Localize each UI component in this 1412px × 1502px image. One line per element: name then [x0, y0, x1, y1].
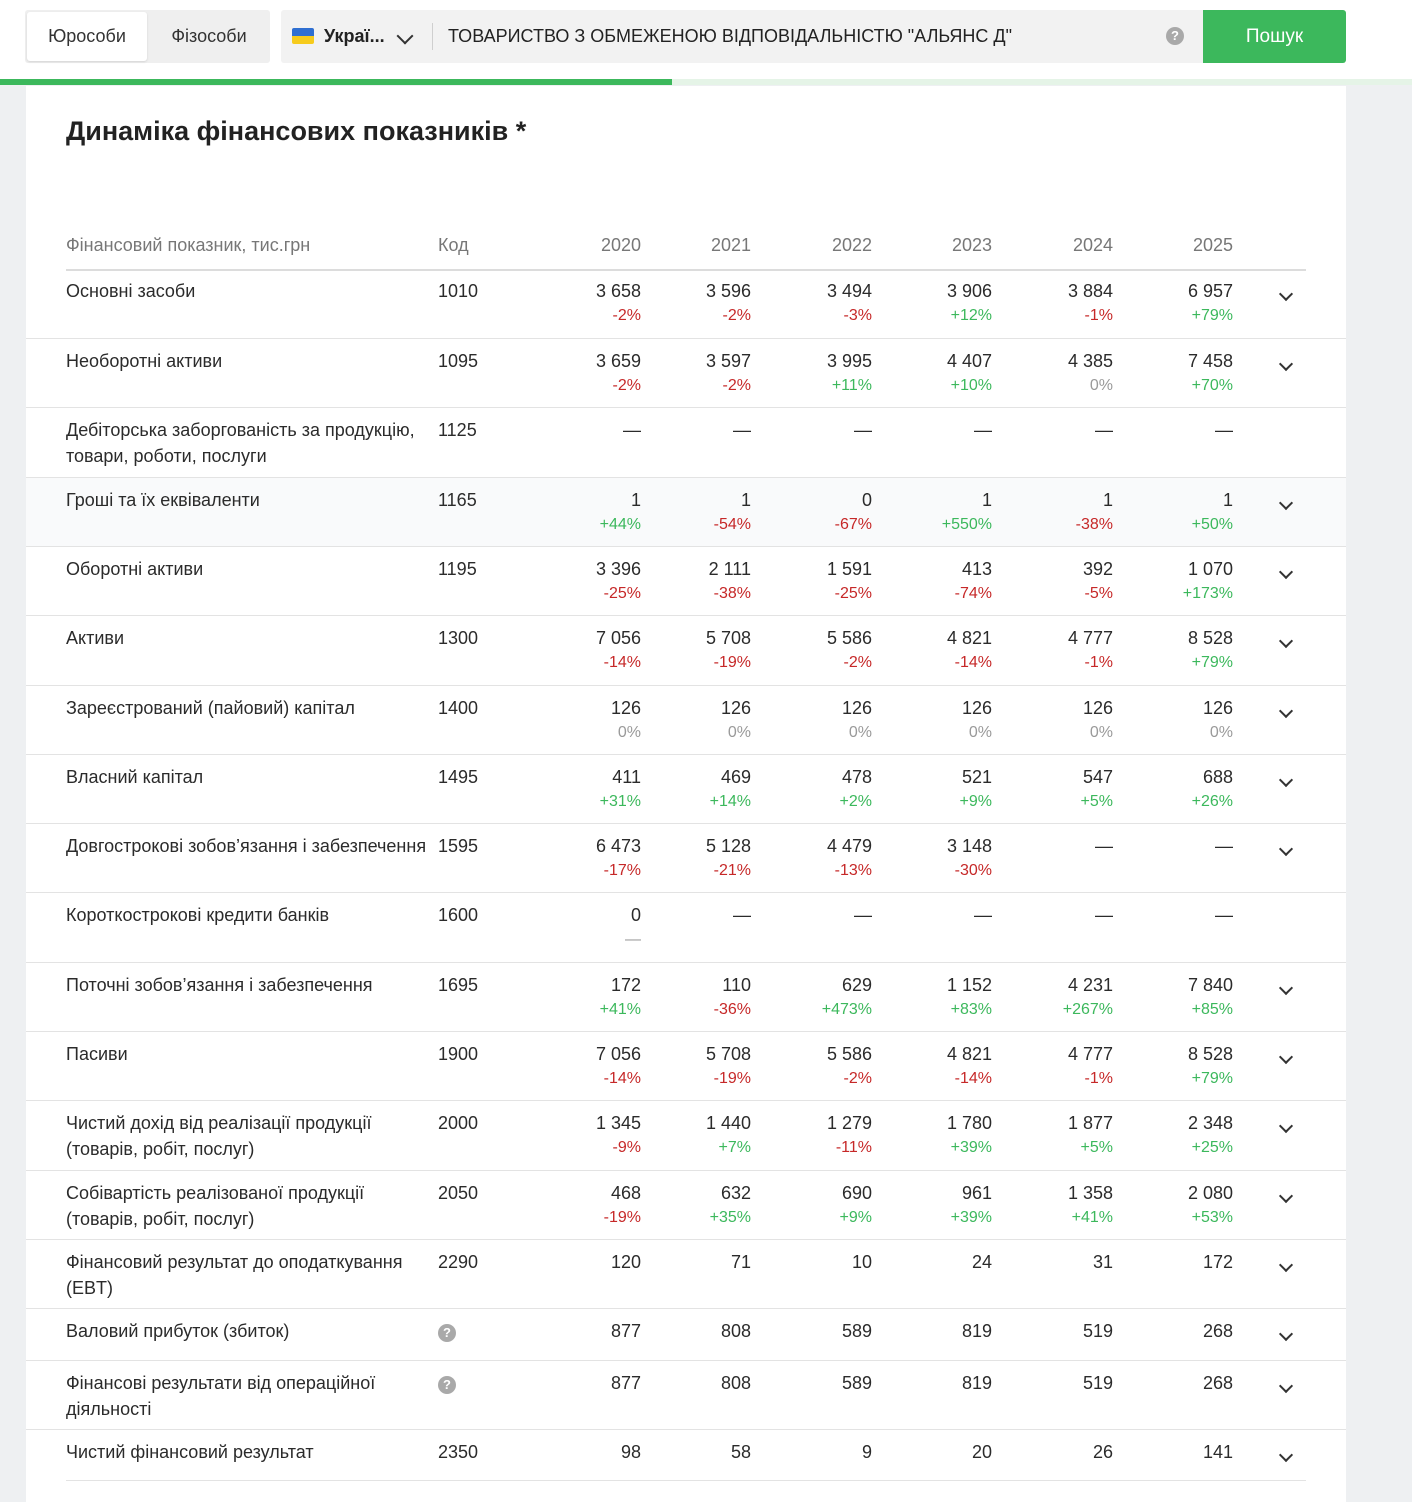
indicator-name: Необоротні активи	[66, 351, 223, 371]
value-cell: 819	[961, 1321, 992, 1341]
value-cell: 4 385	[1067, 351, 1113, 371]
change-percent: +79%	[1191, 654, 1233, 671]
value-cell: 26	[1092, 1442, 1113, 1462]
divider	[66, 1480, 1306, 1481]
value-cell: 5 586	[826, 1044, 872, 1064]
table-row[interactable]	[26, 1308, 1346, 1361]
value-cell: 392	[1082, 559, 1113, 579]
change-percent: +9%	[959, 793, 992, 810]
value-cell: 126	[1202, 698, 1233, 718]
table-row[interactable]	[26, 615, 1346, 686]
code-cell: 2000	[438, 1113, 479, 1133]
indicator-name: Основні засоби	[66, 281, 196, 301]
change-percent: 0%	[1089, 724, 1113, 741]
value-cell: 126	[720, 698, 751, 718]
change-percent: +2%	[839, 793, 872, 810]
value-cell: 120	[610, 1252, 641, 1272]
value-cell: 4 479	[826, 836, 872, 856]
value-cell: 3 597	[705, 351, 751, 371]
value-cell: 2 111	[708, 559, 751, 579]
value-cell: 3 494	[826, 281, 872, 301]
indicator-name: Власний капітал	[66, 767, 204, 787]
change-percent: 0%	[1209, 724, 1233, 741]
value-cell: 4 777	[1067, 1044, 1113, 1064]
value-cell: 3 658	[595, 281, 641, 301]
value-cell: 4 821	[946, 1044, 992, 1064]
change-percent: +41%	[1071, 1209, 1113, 1226]
change-percent: +12%	[950, 307, 992, 324]
code-cell: 1010	[438, 281, 479, 301]
tab-legal-entities[interactable]: Юрособи	[27, 12, 147, 61]
change-percent: -2%	[612, 307, 641, 324]
change-percent: +14%	[709, 793, 751, 810]
value-cell: 268	[1202, 1373, 1233, 1393]
chevron-down-icon[interactable]	[1279, 1448, 1293, 1462]
value-cell: 4 231	[1067, 975, 1113, 995]
value-cell: 1 780	[946, 1113, 992, 1133]
code-cell: 1695	[438, 975, 479, 995]
chevron-down-icon[interactable]	[1279, 1379, 1293, 1393]
header-year: 2022	[831, 235, 872, 255]
value-cell: —	[1215, 905, 1233, 925]
value-cell: 1	[630, 490, 641, 510]
chevron-down-icon[interactable]	[1279, 1258, 1293, 1272]
value-cell: 688	[1202, 767, 1233, 787]
chevron-down-icon[interactable]	[1279, 1327, 1293, 1341]
search-box	[281, 10, 1203, 63]
change-percent: -21%	[713, 862, 751, 879]
change-percent: -38%	[713, 585, 751, 602]
value-cell: 690	[841, 1183, 872, 1203]
change-percent: -1%	[1084, 1070, 1113, 1087]
code-cell	[438, 1318, 456, 1344]
entity-type-tabs	[25, 10, 270, 63]
chevron-down-icon[interactable]	[1279, 565, 1293, 579]
value-cell: —	[854, 420, 872, 440]
table-row[interactable]	[26, 269, 1346, 338]
table-row[interactable]	[26, 338, 1346, 408]
value-cell: 5 586	[826, 628, 872, 648]
change-percent: -14%	[954, 654, 992, 671]
value-cell: 877	[610, 1321, 641, 1341]
indicator-name: Поточні зобов’язання і забезпечення	[66, 975, 373, 995]
value-cell: 0	[861, 490, 872, 510]
change-percent: -5%	[1084, 585, 1113, 602]
country-selector[interactable]	[281, 10, 431, 63]
top-bar	[0, 0, 1412, 80]
table-row[interactable]	[26, 1239, 1346, 1309]
change-percent: 0%	[968, 724, 992, 741]
divider	[432, 23, 433, 50]
value-cell: 126	[1082, 698, 1113, 718]
value-cell: 5 128	[705, 836, 751, 856]
code-cell: 2050	[438, 1183, 479, 1203]
change-percent: -25%	[834, 585, 872, 602]
change-percent: -3%	[843, 307, 872, 324]
value-cell: 519	[1082, 1373, 1113, 1393]
chevron-down-icon[interactable]	[1279, 704, 1293, 718]
change-percent: +50%	[1191, 516, 1233, 533]
value-cell: 519	[1082, 1321, 1113, 1341]
value-cell: 1	[740, 490, 751, 510]
value-cell: —	[1215, 836, 1233, 856]
chevron-down-icon[interactable]	[1279, 1189, 1293, 1203]
code-cell: 1195	[438, 559, 477, 579]
search-input[interactable]	[448, 10, 1148, 63]
table-row[interactable]	[26, 1031, 1346, 1101]
code-cell: 1600	[438, 905, 479, 925]
value-cell: 20	[971, 1442, 992, 1462]
header-indicator: Фінансовий показник, тис.грн	[66, 235, 311, 255]
value-cell: 126	[961, 698, 992, 718]
value-cell: 1 591	[826, 559, 872, 579]
change-percent: +83%	[950, 1001, 992, 1018]
value-cell: 1 152	[946, 975, 992, 995]
value-cell: 961	[961, 1183, 992, 1203]
help-icon[interactable]: ?	[1166, 27, 1184, 45]
change-percent: -67%	[834, 516, 872, 533]
value-cell: 469	[720, 767, 751, 787]
table-row[interactable]	[26, 754, 1346, 824]
value-cell: 8 528	[1187, 1044, 1233, 1064]
indicator-name: Валовий прибуток (збиток)	[66, 1321, 290, 1341]
change-percent: -30%	[954, 862, 992, 879]
change-percent: +10%	[950, 377, 992, 394]
value-cell: —	[733, 420, 751, 440]
change-percent: -1%	[1084, 307, 1113, 324]
change-percent: -19%	[713, 1070, 751, 1087]
change-percent: —	[625, 931, 641, 948]
code-cell: 1595	[438, 836, 479, 856]
value-cell: 141	[1202, 1442, 1233, 1462]
header-year: 2023	[951, 235, 992, 255]
code-cell: 1495	[438, 767, 479, 787]
indicator-name: Чистий фінансовий результат	[66, 1442, 314, 1462]
chevron-down-icon[interactable]	[1279, 842, 1293, 856]
change-percent: -2%	[722, 377, 751, 394]
value-cell: 126	[841, 698, 872, 718]
change-percent: -14%	[954, 1070, 992, 1087]
change-percent: -74%	[954, 585, 992, 602]
change-percent: -11%	[835, 1139, 872, 1156]
change-percent: -19%	[713, 654, 751, 671]
code-cell: 2350	[438, 1442, 479, 1462]
change-percent: -1%	[1084, 654, 1113, 671]
value-cell: 819	[961, 1373, 992, 1393]
page-title: Динаміка фінансових показників *	[66, 116, 527, 146]
change-percent: +550%	[941, 516, 992, 533]
value-cell: 3 659	[595, 351, 641, 371]
change-percent: +53%	[1191, 1209, 1233, 1226]
code-cell: 1165	[438, 490, 477, 510]
table-row[interactable]	[26, 823, 1346, 893]
value-cell: 1 877	[1067, 1113, 1113, 1133]
value-cell: 808	[720, 1321, 751, 1341]
indicator-name: Зареєстрований (пайовий) капітал	[66, 698, 355, 718]
value-cell: 6 957	[1187, 281, 1233, 301]
value-cell: 1 279	[826, 1113, 872, 1133]
change-percent: +44%	[599, 516, 641, 533]
table-row[interactable]	[26, 477, 1346, 547]
value-cell: 547	[1082, 767, 1113, 787]
table-row[interactable]	[26, 1360, 1346, 1430]
chevron-down-icon[interactable]	[1279, 1119, 1293, 1133]
value-cell: 468	[610, 1183, 641, 1203]
indicator-name: Короткострокові кредити банків	[66, 905, 330, 925]
financial-dynamics-card	[26, 86, 1346, 1502]
value-cell: 0	[630, 905, 641, 925]
value-cell: 10	[851, 1252, 872, 1272]
code-cell	[438, 1370, 456, 1396]
value-cell: 7 458	[1187, 351, 1233, 371]
change-percent: -14%	[603, 654, 641, 671]
change-percent: +5%	[1080, 793, 1113, 810]
chevron-down-icon[interactable]	[1279, 287, 1293, 301]
value-cell: —	[623, 420, 641, 440]
chevron-down-icon	[397, 28, 414, 45]
value-cell: 58	[730, 1442, 751, 1462]
value-cell: 4 777	[1067, 628, 1113, 648]
change-percent: +267%	[1062, 1001, 1113, 1018]
help-icon[interactable]: ?	[438, 1376, 456, 1394]
value-cell: —	[1095, 420, 1113, 440]
help-icon[interactable]: ?	[438, 1324, 456, 1342]
change-percent: +70%	[1191, 377, 1233, 394]
value-cell: 1 345	[595, 1113, 641, 1133]
code-cell: 1300	[438, 628, 479, 648]
value-cell: 126	[610, 698, 641, 718]
change-percent: +9%	[839, 1209, 872, 1226]
change-percent: +39%	[950, 1209, 992, 1226]
value-cell: —	[733, 905, 751, 925]
change-percent: 0%	[727, 724, 751, 741]
change-percent: -17%	[603, 862, 641, 879]
change-percent: -2%	[612, 377, 641, 394]
value-cell: 5 708	[705, 1044, 751, 1064]
change-percent: +473%	[821, 1001, 872, 1018]
table-header	[66, 221, 1306, 271]
change-percent: +35%	[709, 1209, 751, 1226]
change-percent: +25%	[1191, 1139, 1233, 1156]
chevron-down-icon[interactable]	[1279, 981, 1293, 995]
chevron-down-icon[interactable]	[1279, 773, 1293, 787]
table-row	[26, 407, 1346, 478]
header-year: 2025	[1192, 235, 1233, 255]
value-cell: 1	[1222, 490, 1233, 510]
value-cell: 172	[1202, 1252, 1233, 1272]
indicator-name: Довгострокові зобов’язання і забезпечення	[66, 836, 427, 856]
value-cell: 9	[861, 1442, 872, 1462]
change-percent: +5%	[1080, 1139, 1113, 1156]
value-cell: 629	[841, 975, 872, 995]
value-cell: 7 056	[595, 628, 641, 648]
change-percent: +39%	[950, 1139, 992, 1156]
value-cell: 268	[1202, 1321, 1233, 1341]
change-percent: 0%	[617, 724, 641, 741]
value-cell: 521	[961, 767, 992, 787]
change-percent: +85%	[1191, 1001, 1233, 1018]
indicator-name: Пасиви	[66, 1044, 128, 1064]
value-cell: 2 080	[1187, 1183, 1233, 1203]
indicator-name: Гроші та їх еквіваленти	[66, 490, 260, 510]
indicator-name: Оборотні активи	[66, 559, 204, 579]
code-cell: 1095	[438, 351, 479, 371]
value-cell: 478	[841, 767, 872, 787]
code-cell: 1125	[438, 420, 477, 440]
indicator-name: Собівартість реалізованої продукції (товарів, робіт, послуг)	[66, 1183, 365, 1229]
value-cell: 3 596	[705, 281, 751, 301]
change-percent: +26%	[1191, 793, 1233, 810]
value-cell: 3 995	[826, 351, 872, 371]
chevron-down-icon[interactable]	[1279, 496, 1293, 510]
change-percent: -2%	[722, 307, 751, 324]
change-percent: -2%	[843, 1070, 872, 1087]
value-cell: 1	[981, 490, 992, 510]
indicator-name: Фінансовий результат до оподаткування (EBT)	[66, 1252, 403, 1298]
table-row[interactable]	[26, 962, 1346, 1032]
change-percent: +11%	[831, 377, 872, 394]
table-row[interactable]	[26, 1429, 1346, 1481]
value-cell: 71	[730, 1252, 751, 1272]
indicator-name: Дебіторська заборгованість за продукцію, товари, роботи, послуги	[66, 420, 415, 466]
value-cell: 1	[1102, 490, 1113, 510]
change-percent: -2%	[843, 654, 872, 671]
table-row[interactable]	[26, 1100, 1346, 1171]
indicator-name: Чистий дохід від реалізації продукції (товарів, робіт, послуг)	[66, 1113, 372, 1159]
tab-individuals[interactable]: Фізособи	[171, 26, 247, 46]
value-cell: 413	[961, 559, 992, 579]
chevron-down-icon[interactable]	[1279, 634, 1293, 648]
progress-fill	[0, 79, 672, 85]
value-cell: 808	[720, 1373, 751, 1393]
value-cell: 6 473	[595, 836, 641, 856]
table-row[interactable]	[26, 546, 1346, 616]
table-row[interactable]	[26, 685, 1346, 755]
table-row[interactable]	[26, 1170, 1346, 1240]
value-cell: 3 396	[595, 559, 641, 579]
change-percent: -54%	[713, 516, 751, 533]
code-cell: 1900	[438, 1044, 479, 1064]
value-cell: —	[974, 905, 992, 925]
value-cell: 8 528	[1187, 628, 1233, 648]
value-cell: 7 056	[595, 1044, 641, 1064]
change-percent: -13%	[834, 862, 872, 879]
change-percent: +7%	[718, 1139, 751, 1156]
value-cell: 31	[1092, 1252, 1113, 1272]
chevron-down-icon[interactable]	[1279, 357, 1293, 371]
value-cell: 632	[720, 1183, 751, 1203]
value-cell: 589	[841, 1321, 872, 1341]
value-cell: —	[854, 905, 872, 925]
value-cell: 3 148	[946, 836, 992, 856]
value-cell: —	[1095, 836, 1113, 856]
change-percent: +31%	[599, 793, 641, 810]
value-cell: 3 884	[1067, 281, 1113, 301]
indicator-name: Фінансові результати від операційної діяльності	[66, 1373, 376, 1419]
value-cell: 110	[722, 975, 751, 995]
change-percent: -38%	[1075, 516, 1113, 533]
value-cell: 1 440	[705, 1113, 751, 1133]
code-cell: 2290	[438, 1252, 479, 1272]
value-cell: 4 821	[946, 628, 992, 648]
value-cell: 1 070	[1187, 559, 1233, 579]
change-percent: -19%	[603, 1209, 641, 1226]
value-cell: 411	[612, 767, 641, 787]
value-cell: 877	[610, 1373, 641, 1393]
progress-bar	[0, 79, 1412, 85]
header-year: 2020	[600, 235, 641, 255]
value-cell: 5 708	[705, 628, 751, 648]
table-row	[26, 892, 1346, 963]
change-percent: +79%	[1191, 1070, 1233, 1087]
indicator-name: Активи	[66, 628, 124, 648]
value-cell: —	[974, 420, 992, 440]
value-cell: 2 348	[1187, 1113, 1233, 1133]
header-year: 2021	[710, 235, 751, 255]
change-percent: -9%	[612, 1139, 641, 1156]
change-percent: 0%	[848, 724, 872, 741]
value-cell: 98	[620, 1442, 641, 1462]
code-cell: 1400	[438, 698, 479, 718]
ukraine-flag-icon	[292, 28, 314, 44]
value-cell: 4 407	[946, 351, 992, 371]
change-percent: -14%	[603, 1070, 641, 1087]
change-percent: +79%	[1191, 307, 1233, 324]
change-percent: +41%	[599, 1001, 641, 1018]
value-cell: 589	[841, 1373, 872, 1393]
header-code: Код	[438, 235, 469, 255]
value-cell: —	[1095, 905, 1113, 925]
value-cell: 3 906	[946, 281, 992, 301]
change-percent: -25%	[603, 585, 641, 602]
value-cell: 172	[610, 975, 641, 995]
change-percent: 0%	[1089, 377, 1113, 394]
chevron-down-icon[interactable]	[1279, 1050, 1293, 1064]
value-cell: 24	[971, 1252, 992, 1272]
value-cell: 7 840	[1187, 975, 1233, 995]
change-percent: -36%	[713, 1001, 751, 1018]
search-button[interactable]: Пошук	[1203, 10, 1346, 63]
header-year: 2024	[1072, 235, 1113, 255]
country-name: Украї...	[324, 26, 385, 46]
value-cell: —	[1215, 420, 1233, 440]
value-cell: 1 358	[1067, 1183, 1113, 1203]
change-percent: +173%	[1182, 585, 1233, 602]
